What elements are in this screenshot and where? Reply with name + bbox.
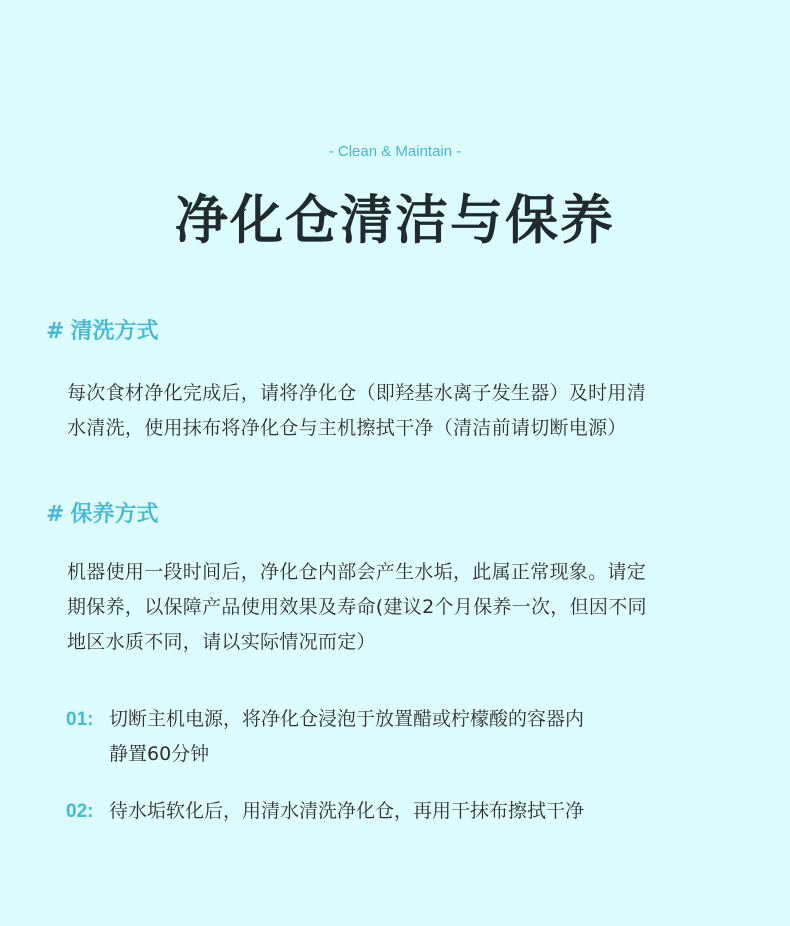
paragraph-line: 每次食材净化完成后，请将净化仓（即羟基水离子发生器）及时用清 xyxy=(67,382,647,404)
step-text xyxy=(109,794,584,829)
section-heading-cleaning xyxy=(46,317,158,347)
step-line: 静置60分钟 xyxy=(109,743,210,765)
paragraph-line: 期保养，以保障产品使用效果及寿命(建议2个月保养一次，但因不同 xyxy=(67,596,647,618)
paragraph-line: 地区水质不同，请以实际情况而定） xyxy=(67,631,376,653)
step-line: 待水垢软化后，用清水清洗净化仓，再用干抹布擦拭干净 xyxy=(109,800,585,822)
paragraph-line: 机器使用一段时间后，净化仓内部会产生水垢，此属正常现象。请定 xyxy=(67,561,647,583)
maintenance-paragraph xyxy=(67,555,737,660)
step-text xyxy=(109,702,584,772)
page-title: 净化仓清洁与保养 xyxy=(175,190,615,251)
section-heading-label: 清洗方式 xyxy=(70,319,159,344)
hash-icon: # xyxy=(46,319,65,344)
step-number: 02: xyxy=(66,801,94,822)
section-heading-maintenance xyxy=(46,500,158,530)
hash-icon: # xyxy=(46,502,65,527)
step-number: 01: xyxy=(66,709,94,730)
paragraph-line: 水清洗，使用抹布将净化仓与主机擦拭干净（清洁前请切断电源） xyxy=(67,417,627,439)
cleaning-paragraph xyxy=(67,376,737,446)
section-heading-label: 保养方式 xyxy=(70,502,159,527)
page-subtitle: - Clean & Maintain - xyxy=(328,143,462,160)
step-line: 切断主机电源，将净化仓浸泡于放置醋或柠檬酸的容器内 xyxy=(109,708,585,730)
